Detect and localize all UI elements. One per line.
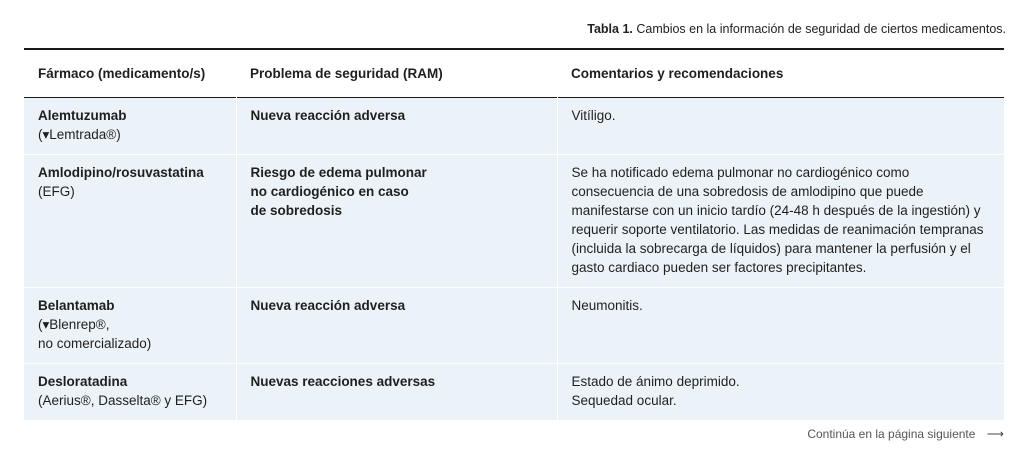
caption-text: Cambios en la información de seguridad de ciertos medicamentos.: [636, 22, 1006, 36]
header-problem: Problema de seguridad (RAM): [250, 66, 443, 81]
drug-name: Amlodipino/rosuvastatina: [38, 165, 204, 180]
problem-cell: Nueva reacción adversa: [236, 288, 557, 364]
problem-cell: Riesgo de edema pulmonar no cardiogénico en caso de sobredosis: [236, 155, 557, 288]
comments-cell: [557, 288, 1004, 364]
table-caption: [587, 22, 1006, 36]
problem-cell: Nuevas reacciones adversas: [236, 364, 557, 421]
comment-text: Neumonitis.: [571, 298, 643, 313]
problem-cell: Nueva reacción adversa: [236, 98, 557, 155]
table-header-row: [24, 49, 1004, 98]
table-row: [24, 98, 1004, 155]
safety-table: [24, 48, 1004, 421]
comment-text: Estado de ánimo deprimido.: [571, 374, 740, 389]
table-row: [24, 155, 1004, 288]
continuation-text: Continúa en la página siguiente: [807, 427, 976, 441]
arrow-right-icon: ⟶: [986, 427, 1004, 441]
caption-label: Tabla 1.: [587, 22, 633, 36]
comments-cell: [557, 155, 1004, 288]
table-row: [24, 364, 1004, 421]
table-row: [24, 288, 1004, 364]
drug-brand: (▾Blenrep®, no comercializado): [38, 317, 152, 351]
comments-cell: [557, 98, 1004, 155]
comment-text: Se ha notificado edema pulmonar no cardiogénico como consecuencia de una sobredosis de amlodipino que puede manifestarse con un inicio tardío (24-48 h después de la ingestión) y requerir soporte ventilatorio. Las medidas de reanimación tempranas (incluida la sobrecarga de líquidos) para mantener la perfusión y el gasto cardiaco pueden ser factores precipitantes.: [571, 165, 984, 275]
drug-brand: (Aerius®, Dasselta® y EFG): [38, 393, 208, 408]
comment-text: Vitíligo.: [571, 108, 616, 123]
header-drug: Fármaco (medicamento/s): [38, 66, 206, 81]
header-comments: Comentarios y recomendaciones: [571, 66, 784, 81]
comment-text: Sequedad ocular.: [571, 393, 677, 408]
drug-cell: [24, 155, 236, 288]
drug-cell: [24, 98, 236, 155]
drug-cell: [24, 364, 236, 421]
drug-brand: (▾Lemtrada®): [38, 127, 121, 142]
drug-name: Desloratadina: [38, 374, 128, 389]
continuation-note: [807, 427, 1004, 441]
comments-cell: [557, 364, 1004, 421]
drug-brand: (EFG): [38, 184, 75, 199]
drug-cell: [24, 288, 236, 364]
drug-name: Belantamab: [38, 298, 115, 313]
drug-name: Alemtuzumab: [38, 108, 127, 123]
